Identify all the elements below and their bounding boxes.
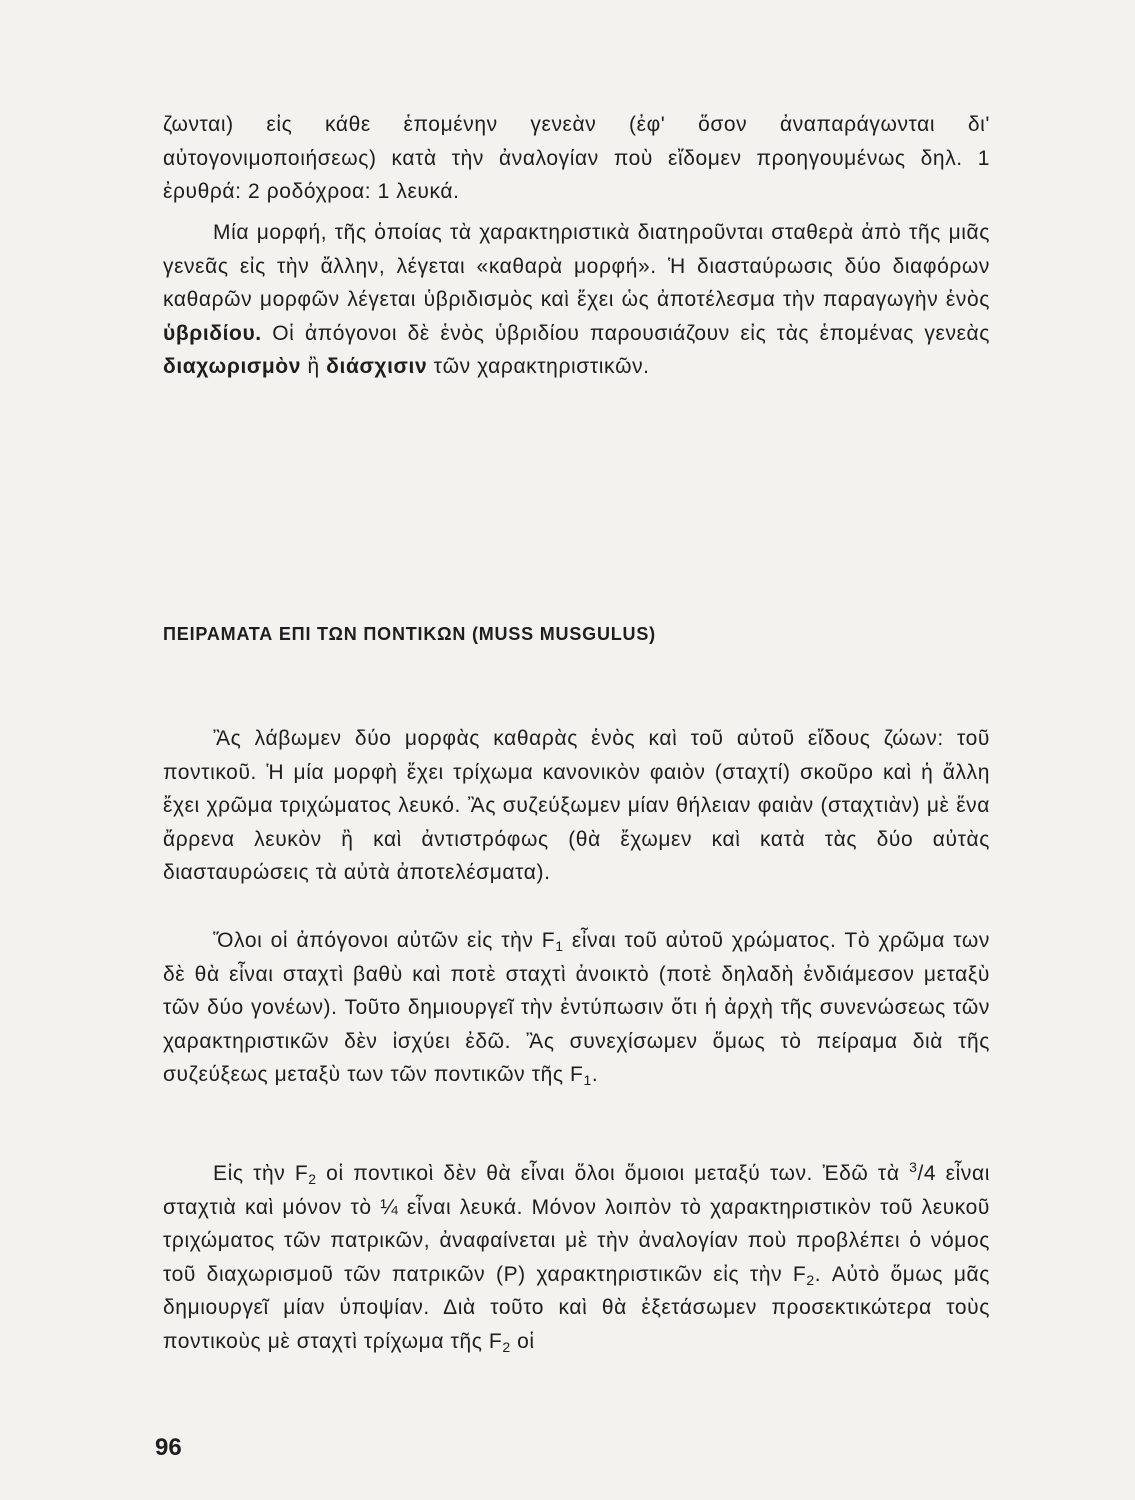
bold-term-splitting: διάσχισιν (326, 355, 428, 379)
paragraph-5-text-end: οἱ (510, 1329, 535, 1353)
paragraph-4 (163, 924, 990, 1092)
bold-term-hybrid: ὑβριδίου. (163, 321, 262, 345)
subscript-f1-second: 1 (583, 1072, 592, 1089)
paragraph-1-text: ζωνται) εἰς κάθε ἑπομένην γενεὰν (ἐφ' ὅσον ἀναπαράγωνται δι' αὐτογονιμοποιήσεως) κατὰ τὴν ἀναλογίαν ποὺ εἴδομεν προηγουμένως δηλ. 1 ἐρυθρά: 2 ροδόχροα: 1 λευκά. (163, 113, 990, 204)
paragraph-4-end: . (591, 1063, 599, 1087)
subscript-f2-third: 2 (502, 1338, 511, 1355)
paragraph-5-text-cont-2: εἶναι σταχτιὰ καὶ μόνον τὸ ¼ εἶναι λευκά. Μόνον λοιπὸν τὸ χαρακτηριστικὸν τοῦ λευκοῦ τριχώματος τῶν πατρικῶν, ἀναφαίνεται μὲ τὴν ἀναλογίαν ποὺ προβλέπει ὁ νόμος τοῦ διαχωρισμοῦ τῶν πατρικῶν (P) χαρακτηριστικῶν εἰς τὴν F (163, 1162, 990, 1286)
paragraph-1 (163, 108, 990, 209)
paragraph-2-or: ἢ (307, 355, 320, 379)
paragraph-5 (163, 1157, 990, 1359)
bold-term-segregation: διαχωρισμὸν (163, 355, 302, 379)
paragraph-3 (163, 722, 990, 890)
paragraph-2-text-end: τῶν χαρακτηριστικῶν. (433, 355, 650, 379)
paragraph-2 (163, 216, 990, 384)
paragraph-5-text-cont: οἱ ποντικοὶ δὲν θὰ εἶναι ὅλοι ὅμοιοι μεταξύ των. Ἐδῶ τὰ (316, 1162, 910, 1185)
subscript-f1: 1 (555, 938, 564, 954)
fraction-denominator: /4 (917, 1162, 937, 1185)
paragraph-5-text: Εἰς τὴν F (213, 1162, 309, 1185)
paragraph-4-text: Ὅλοι οἱ ἀπόγονοι αὐτῶν εἰς τὴν F (213, 929, 556, 952)
paragraph-2-text-cont: Οἱ ἀπόγονοι δὲ ἑνὸς ὑβριδίου παρουσιάζουν εἰς τὰς ἑπομένας γενεὰς (272, 321, 991, 345)
page-number: 96 (155, 1434, 182, 1461)
paragraph-2-text: Μία μορφή, τῆς ὁποίας τὰ χαρακτηριστικὰ διατηροῦνται σταθερὰ ἀπὸ τῆς μιᾶς γενεᾶς εἰς τὴν ἄλλην, λέγεται «καθαρὰ μορφή». Ἡ διασταύρωσις δύο διαφόρων καθαρῶν μορφῶν λέγεται ὑβριδισμὸς καὶ ἔχει ὡς ἀποτέλεσμα τὴν παραγωγὴν ἑνὸς (163, 221, 990, 312)
subscript-f2-second: 2 (806, 1271, 815, 1288)
fraction-numerator: 3 (909, 1159, 918, 1175)
paragraph-4-text-cont: εἶναι τοῦ αὐτοῦ χρώματος. Τὸ χρῶμα των δὲ θὰ εἶναι σταχτὶ βαθὺ καὶ ποτὲ σταχτὶ ἀνοικτὸ (ποτὲ δηλαδὴ ἐνδιάμεσον μεταξὺ τῶν δύο γονέων). Τοῦτο δημιουργεῖ τὴν ἐντύπωσιν ὅτι ἡ ἀρχὴ τῆς συνενώσεως τῶν χαρακτηριστικῶν δὲν ἰσχύει ἐδῶ. Ἂς συνεχίσωμεν ὅμως τὸ πείραμα διὰ τῆς συζεύξεως μεταξὺ των τῶν ποντικῶν τῆς F (163, 929, 990, 1087)
subscript-f2: 2 (308, 1171, 317, 1187)
paragraph-5-text-cont-3: . Αὐτὸ ὅμως μᾶς δημιουργεῖ μίαν ὑποψίαν. Διὰ τοῦτο καὶ θὰ ἐξετάσωμεν προσεκτικώτερα τοὺς ποντικοὺς μὲ σταχτὶ τρίχωμα τῆς F (163, 1262, 990, 1353)
section-heading: ΠΕΙΡΑΜΑΤΑ ΕΠΙ ΤΩΝ ΠΟΝΤΙΚΩΝ (MUSS MUSGULUS) (163, 624, 656, 644)
paragraph-3-text: Ἂς λάβωμεν δύο μορφὰς καθαρὰς ἑνὸς καὶ τοῦ αὐτοῦ εἴδους ζώων: τοῦ ποντικοῦ. Ἡ μία μορφὴ ἔχει τρίχωμα κανονικὸν φαιὸν (σταχτί) σκοῦρο καὶ ἡ ἄλλη ἔχει χρῶμα τριχώματος λευκό. Ἂς συζεύξωμεν μίαν θήλειαν φαιὰν (σταχτιὰν) μὲ ἕνα ἄρρενα λευκὸν ἢ καὶ ἀντιστρόφως (θὰ ἔχωμεν καὶ κατὰ τὰς δύο αὐτὰς διασταυρώσεις τὰ αὐτὰ ἀποτελέσματα). (163, 727, 990, 885)
